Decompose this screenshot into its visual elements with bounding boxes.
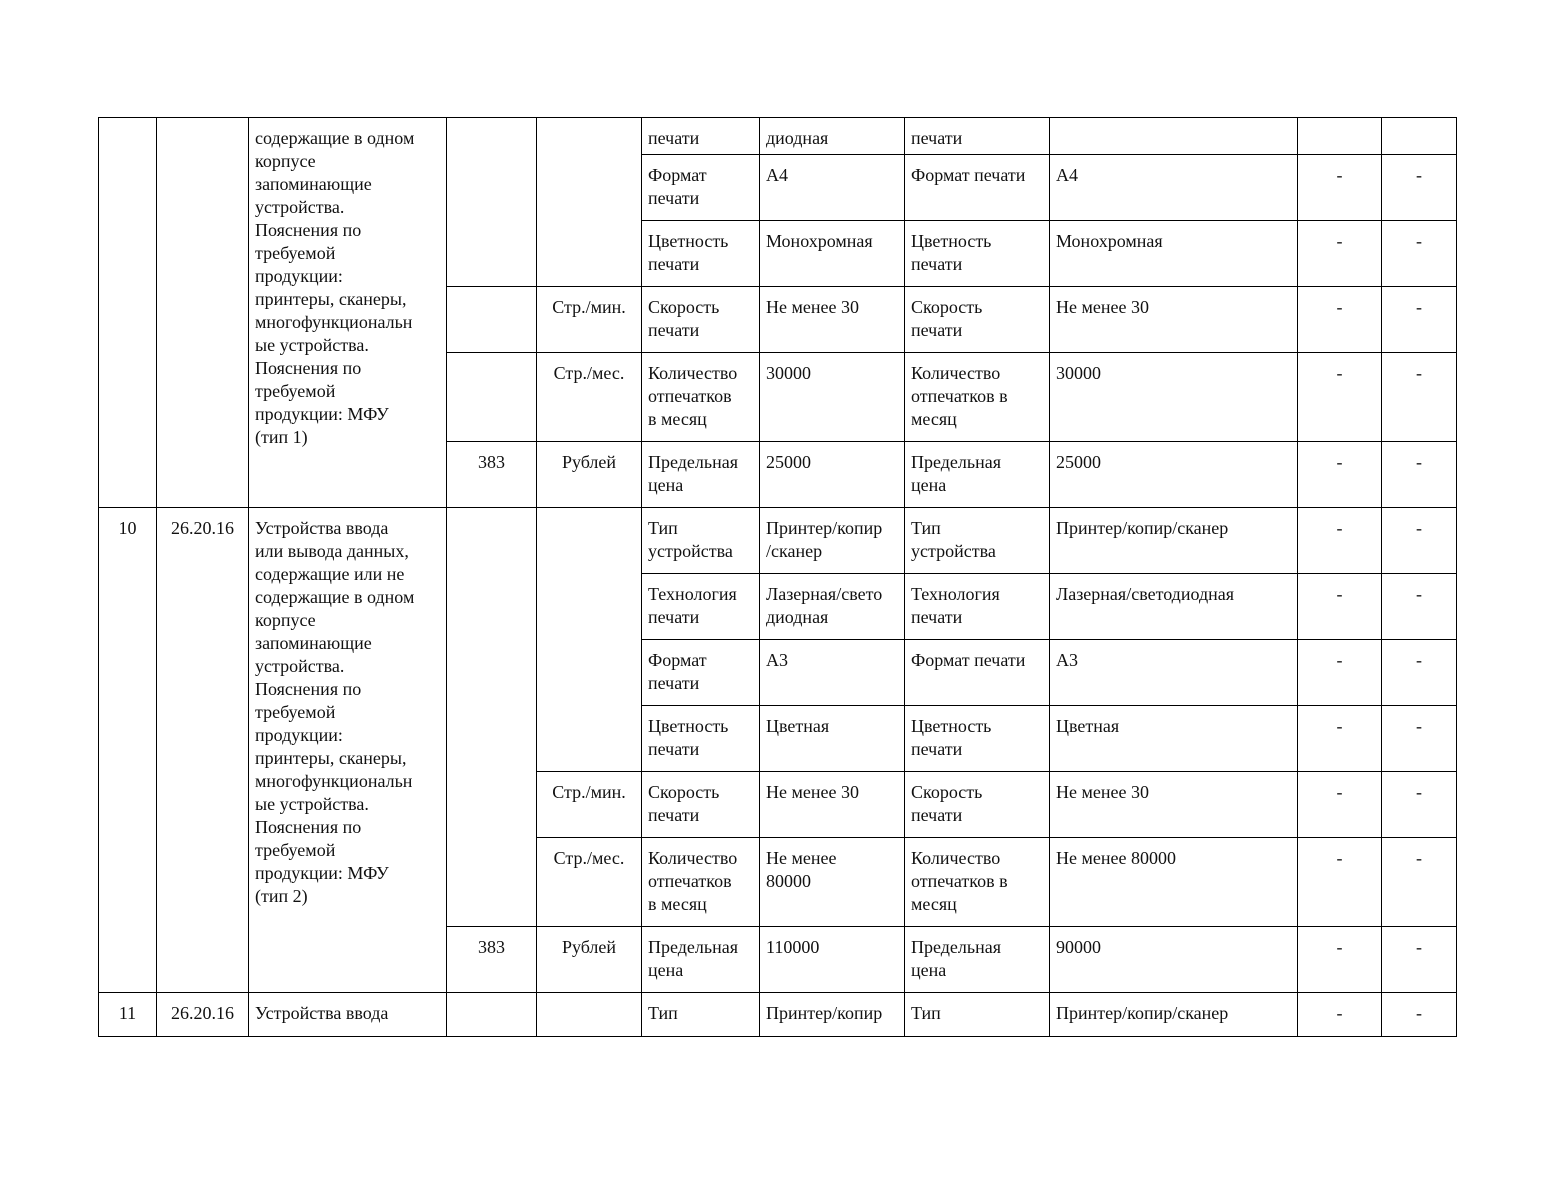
characteristic-value: Принтер/копир /сканер <box>760 508 905 574</box>
approved-characteristic-value: Цветная <box>1050 706 1298 772</box>
approved-characteristic-value: Принтер/копир/сканер <box>1050 508 1298 574</box>
unit-cell <box>537 993 642 1037</box>
characteristic-value: А3 <box>760 640 905 706</box>
characteristic-value: Монохромная <box>760 221 905 287</box>
function-cell: - <box>1382 993 1457 1037</box>
justification-cell: - <box>1298 442 1382 508</box>
unit-cell <box>537 508 642 772</box>
okei-code-cell <box>447 118 537 287</box>
justification-cell: - <box>1298 155 1382 221</box>
approved-characteristic-value: 30000 <box>1050 353 1298 442</box>
okpd-code-cell: 26.20.16 <box>157 508 249 993</box>
function-cell: - <box>1382 927 1457 993</box>
approved-characteristic-name: Формат печати <box>905 640 1050 706</box>
requirements-table <box>98 117 1457 1037</box>
approved-characteristic-name: Формат печати <box>905 155 1050 221</box>
okei-code-cell <box>447 508 537 927</box>
table-row <box>99 118 1457 155</box>
okei-code-cell <box>447 287 537 353</box>
function-cell: - <box>1382 838 1457 927</box>
function-cell: - <box>1382 442 1457 508</box>
function-cell: - <box>1382 353 1457 442</box>
justification-cell: - <box>1298 508 1382 574</box>
function-cell: - <box>1382 508 1457 574</box>
characteristic-name: Скорость печати <box>642 772 760 838</box>
characteristic-value: 30000 <box>760 353 905 442</box>
justification-cell: - <box>1298 927 1382 993</box>
function-cell: - <box>1382 574 1457 640</box>
okei-code-cell <box>447 353 537 442</box>
okei-code-cell: 383 <box>447 442 537 508</box>
characteristic-value: Цветная <box>760 706 905 772</box>
approved-characteristic-name: Количество отпечатков в месяц <box>905 353 1050 442</box>
approved-characteristic-value <box>1050 118 1298 155</box>
approved-characteristic-value: А4 <box>1050 155 1298 221</box>
approved-characteristic-value: Монохромная <box>1050 221 1298 287</box>
characteristic-value: Не менее 80000 <box>760 838 905 927</box>
characteristic-value: Принтер/копир <box>760 993 905 1037</box>
characteristic-value: 110000 <box>760 927 905 993</box>
characteristic-name: Тип <box>642 993 760 1037</box>
approved-characteristic-name: Скорость печати <box>905 287 1050 353</box>
approved-characteristic-value: 90000 <box>1050 927 1298 993</box>
characteristic-value: А4 <box>760 155 905 221</box>
approved-characteristic-value: Лазерная/светодиодная <box>1050 574 1298 640</box>
characteristic-name: Предельная цена <box>642 927 760 993</box>
characteristic-name: Формат печати <box>642 155 760 221</box>
approved-characteristic-name: Скорость печати <box>905 772 1050 838</box>
unit-cell: Рублей <box>537 442 642 508</box>
characteristic-name: Количество отпечатков в месяц <box>642 838 760 927</box>
approved-characteristic-value: 25000 <box>1050 442 1298 508</box>
unit-cell: Рублей <box>537 927 642 993</box>
approved-characteristic-name: Тип <box>905 993 1050 1037</box>
function-cell: - <box>1382 640 1457 706</box>
function-cell <box>1382 118 1457 155</box>
characteristic-value: диодная <box>760 118 905 155</box>
product-description: Устройства ввода или вывода данных, содержащие или не содержащие в одном корпусе запоминающие устройства. Пояснения по требуемой продукции: принтеры, сканеры, многофункциональн ые устройства. Пояснения по требуемой продукции: МФУ (тип 2) <box>249 508 447 993</box>
approved-characteristic-value: Не менее 30 <box>1050 772 1298 838</box>
function-cell: - <box>1382 706 1457 772</box>
table-row <box>99 508 1457 574</box>
row-number-cell: 11 <box>99 993 157 1037</box>
table-row <box>99 993 1457 1037</box>
okei-code-cell <box>447 993 537 1037</box>
approved-characteristic-value: Не менее 30 <box>1050 287 1298 353</box>
approved-characteristic-name: печати <box>905 118 1050 155</box>
justification-cell: - <box>1298 838 1382 927</box>
okpd-code-cell <box>157 118 249 508</box>
justification-cell: - <box>1298 993 1382 1037</box>
characteristic-name: Тип устройства <box>642 508 760 574</box>
approved-characteristic-name: Тип устройства <box>905 508 1050 574</box>
row-number-cell <box>99 118 157 508</box>
unit-cell: Стр./мин. <box>537 772 642 838</box>
characteristic-name: Количество отпечатков в месяц <box>642 353 760 442</box>
characteristic-name: Формат печати <box>642 640 760 706</box>
justification-cell: - <box>1298 772 1382 838</box>
approved-characteristic-name: Цветность печати <box>905 706 1050 772</box>
characteristic-name: Скорость печати <box>642 287 760 353</box>
justification-cell: - <box>1298 353 1382 442</box>
approved-characteristic-name: Предельная цена <box>905 442 1050 508</box>
product-description: содержащие в одном корпусе запоминающие устройства. Пояснения по требуемой продукции: принтеры, сканеры, многофункциональн ые устройства. Пояснения по требуемой продукции: МФУ (тип 1) <box>249 118 447 508</box>
function-cell: - <box>1382 221 1457 287</box>
unit-cell <box>537 118 642 287</box>
approved-characteristic-value: А3 <box>1050 640 1298 706</box>
characteristic-value: Не менее 30 <box>760 287 905 353</box>
okpd-code-cell: 26.20.16 <box>157 993 249 1037</box>
function-cell: - <box>1382 155 1457 221</box>
characteristic-value: 25000 <box>760 442 905 508</box>
product-description: Устройства ввода <box>249 993 447 1037</box>
approved-characteristic-value: Не менее 80000 <box>1050 838 1298 927</box>
characteristic-name: Технология печати <box>642 574 760 640</box>
unit-cell: Стр./мес. <box>537 353 642 442</box>
approved-characteristic-value: Принтер/копир/сканер <box>1050 993 1298 1037</box>
characteristic-value: Лазерная/свето диодная <box>760 574 905 640</box>
characteristic-value: Не менее 30 <box>760 772 905 838</box>
justification-cell: - <box>1298 574 1382 640</box>
unit-cell: Стр./мес. <box>537 838 642 927</box>
characteristic-name: Цветность печати <box>642 221 760 287</box>
characteristic-name: Предельная цена <box>642 442 760 508</box>
approved-characteristic-name: Предельная цена <box>905 927 1050 993</box>
approved-characteristic-name: Цветность печати <box>905 221 1050 287</box>
characteristic-name: печати <box>642 118 760 155</box>
unit-cell: Стр./мин. <box>537 287 642 353</box>
function-cell: - <box>1382 287 1457 353</box>
justification-cell: - <box>1298 221 1382 287</box>
justification-cell: - <box>1298 640 1382 706</box>
function-cell: - <box>1382 772 1457 838</box>
characteristic-name: Цветность печати <box>642 706 760 772</box>
justification-cell: - <box>1298 287 1382 353</box>
justification-cell: - <box>1298 706 1382 772</box>
okei-code-cell: 383 <box>447 927 537 993</box>
justification-cell <box>1298 118 1382 155</box>
approved-characteristic-name: Технология печати <box>905 574 1050 640</box>
approved-characteristic-name: Количество отпечатков в месяц <box>905 838 1050 927</box>
row-number-cell: 10 <box>99 508 157 993</box>
